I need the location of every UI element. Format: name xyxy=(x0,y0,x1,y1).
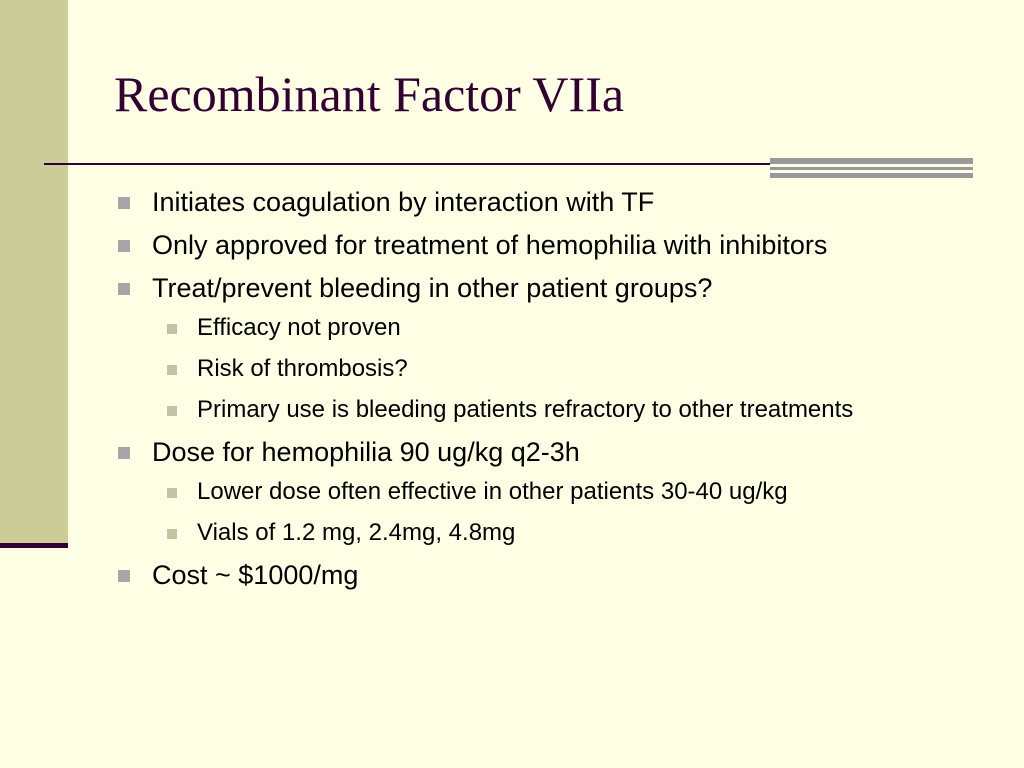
sub-bullet-text: Primary use is bleeding patients refractory to other treatments xyxy=(197,396,854,423)
accent-bar xyxy=(770,158,973,164)
bullet-text: Dose for hemophilia 90 ug/kg q2-3h xyxy=(152,437,580,467)
sub-bullet-item xyxy=(152,516,984,550)
small-square-bullet-icon xyxy=(167,324,177,334)
bullet-item xyxy=(114,557,984,593)
slide-title: Recombinant Factor VIIa xyxy=(114,66,625,122)
small-square-bullet-icon xyxy=(167,488,177,498)
sub-bullet-item xyxy=(152,475,984,509)
bullet-item xyxy=(114,434,984,550)
bullet-text: Treat/prevent bleeding in other patient groups? xyxy=(152,273,713,303)
sub-bullet-text: Risk of thrombosis? xyxy=(197,355,408,382)
small-square-bullet-icon xyxy=(167,406,177,416)
bullet-item xyxy=(114,270,984,427)
bullet-list xyxy=(114,184,984,593)
sub-bullet-item xyxy=(152,352,984,386)
bullet-text: Only approved for treatment of hemophilia with inhibitors xyxy=(152,230,828,260)
square-bullet-icon xyxy=(118,570,130,582)
square-bullet-icon xyxy=(118,283,130,295)
bullet-item xyxy=(114,184,984,220)
square-bullet-icon xyxy=(118,447,130,459)
accent-bar xyxy=(770,167,973,170)
sub-bullet-text: Efficacy not proven xyxy=(197,314,401,341)
sub-bullet-text: Lower dose often effective in other patients 30-40 ug/kg xyxy=(197,478,788,505)
accent-bar xyxy=(770,173,973,178)
sub-bullet-text: Vials of 1.2 mg, 2.4mg, 4.8mg xyxy=(197,519,516,546)
small-square-bullet-icon xyxy=(167,529,177,539)
title-underline xyxy=(44,163,770,165)
sub-bullet-item xyxy=(152,393,984,427)
title-accent-bars xyxy=(770,158,973,180)
small-square-bullet-icon xyxy=(167,365,177,375)
square-bullet-icon xyxy=(118,197,130,209)
square-bullet-icon xyxy=(118,240,130,252)
sub-bullet-list xyxy=(152,311,984,427)
slide-content xyxy=(114,184,984,600)
bullet-item xyxy=(114,227,984,263)
left-decorative-band xyxy=(0,0,68,545)
sub-bullet-item xyxy=(152,311,984,345)
left-band-divider xyxy=(0,543,68,548)
sub-bullet-list xyxy=(152,475,984,550)
bullet-text: Initiates coagulation by interaction with TF xyxy=(152,187,655,217)
bullet-text: Cost ~ $1000/mg xyxy=(152,560,359,590)
